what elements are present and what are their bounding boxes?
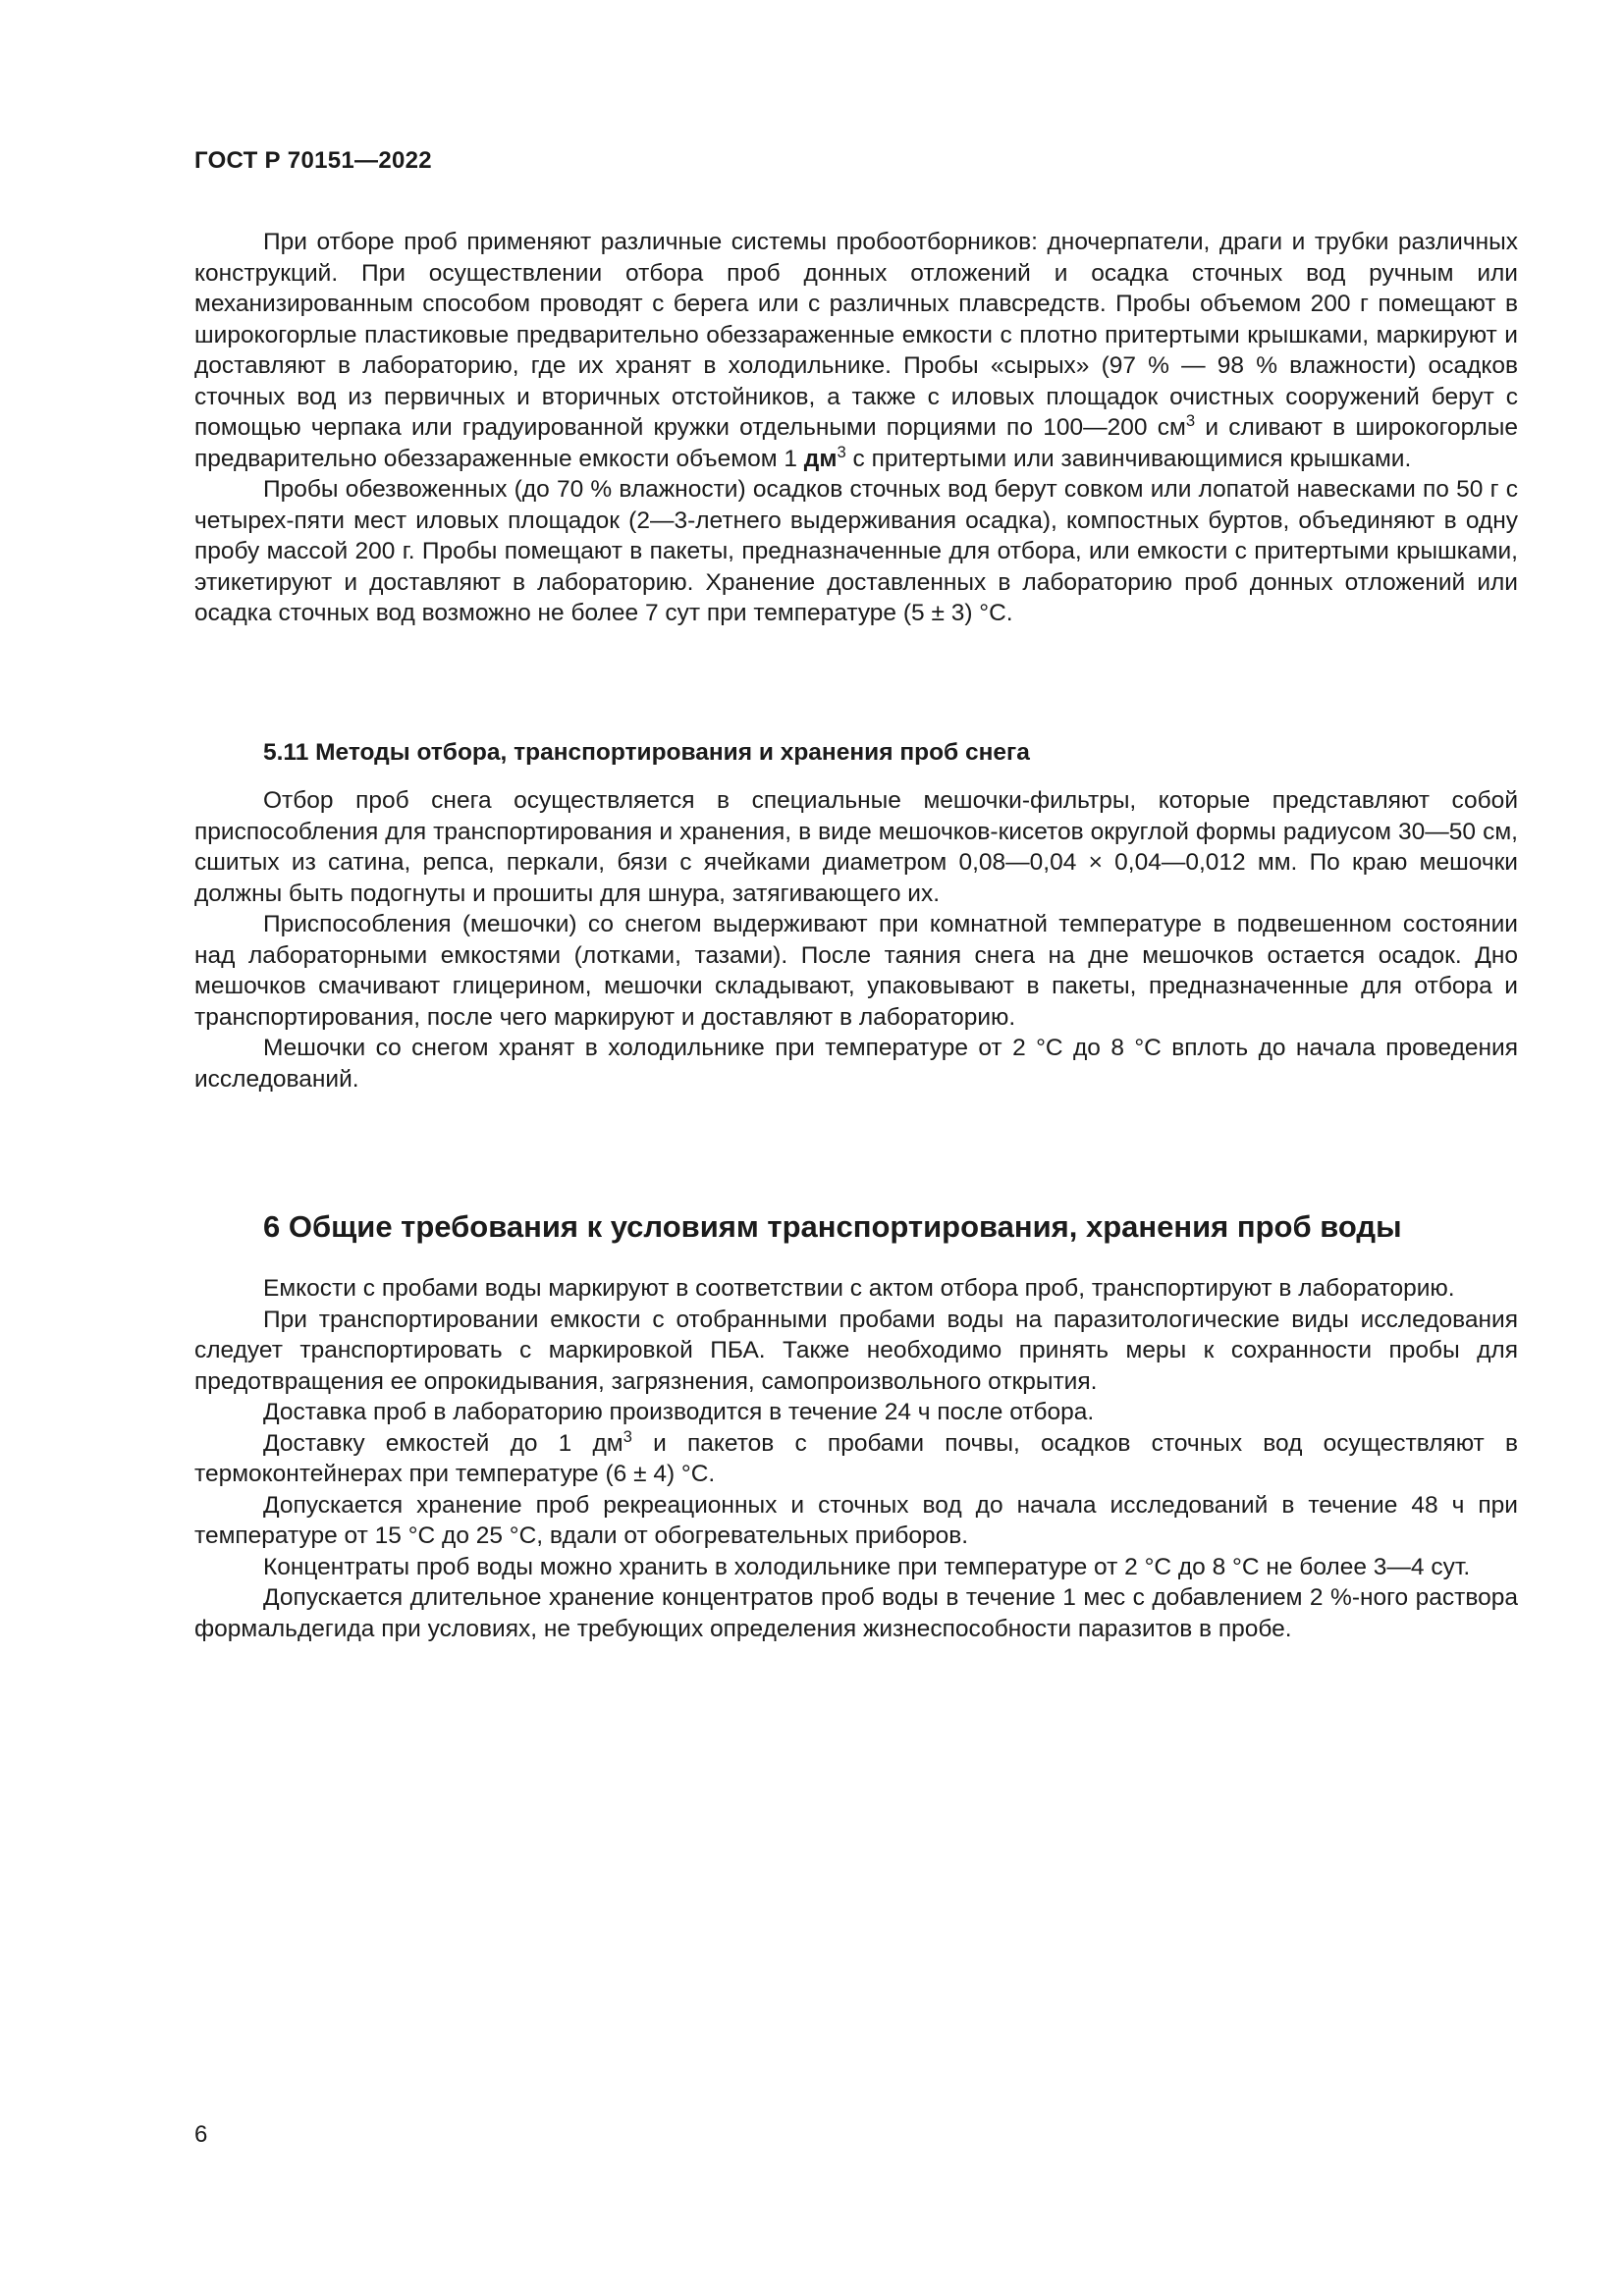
page-number: 6 [194, 2121, 208, 2148]
superscript: 3 [623, 1426, 632, 1446]
text-run: При отборе проб применяют различные системы пробоотборников: дночерпатели, драги и трубки различных конструкций. При осуществлении отбора проб донных отложений и осадка сточных вод ручным или механизированным способом проводят с берега или с различных плавсредств. Пробы объемом 200 г помещают в широкогорлые пластиковые предварительно обеззараженные емкости с плотно притертыми крышками, маркируют и доставляют в лабораторию, где их хранят в холодильнике. Пробы «сырых» (97 % — 98 % влажности) осадков сточных вод из первичных и вторичных отстойников, а также с иловых площадок очистных сооружений берут с помощью черпака или градуированной кружки отдельными порциями по 100—200 см [194, 229, 1518, 441]
superscript: 3 [837, 442, 846, 461]
paragraph: Концентраты проб воды можно хранить в холодильнике при температуре от 2 °С до 8 °С не более 3—4 сут. [263, 1553, 1471, 1580]
paragraph: Допускается длительное хранение концентратов проб воды в течение 1 мес с добавлением 2 %-ного раствора формальдегида при условиях, не требующих определения жизнеспособности паразитов в пробе. [194, 1584, 1518, 1642]
text-run: с притертыми или завинчивающимися крышками. [845, 445, 1412, 472]
text-run: Доставку емкостей до 1 дм [263, 1429, 623, 1457]
section-title-6: 6 Общие требования к условиям транспортирования, хранения проб воды [263, 1209, 1402, 1244]
text-run: и пакетов с пробами почвы, осадков сточных вод осуществляют в термоконтейнерах при температуре (6 ± 4) °С. [194, 1429, 1518, 1487]
paragraph: Пробы обезвоженных (до 70 % влажности) осадков сточных вод берут совком или лопатой навесками по 50 г с четырех-пяти мест иловых площадок (2—3-летнего выдерживания осадка), компостных буртов, объединяют в одну пробу массой 200 г. Пробы помещают в пакеты, предназначенные для отбора, или емкости с притертыми крышками, этикетируют и доставляют в лабораторию. Хранение доставленных в лабораторию проб донных отложений или осадка сточных вод возможно не более 7 сут при температуре (5 ± 3) °С. [194, 476, 1518, 626]
paragraph [194, 227, 1518, 474]
paragraph: Доставка проб в лабораторию производится в течение 24 ч после отбора. [263, 1399, 1095, 1425]
paragraph [194, 1428, 1518, 1490]
superscript: 3 [1185, 410, 1196, 430]
section-5-11-text [194, 785, 1518, 1095]
paragraph: Приспособления (мешочки) со снегом выдерживают при комнатной температуре в подвешенном состоянии над лабораторными емкостями (лотками, тазами). После таяния снега на дне мешочков остается осадок. Дно мешочков смачивают глицерином, мешочки складывают, упаковывают в пакеты, предназначенные для отбора и транспортирования, после чего маркируют и доставляют в лабораторию. [194, 911, 1518, 1031]
paragraph: Допускается хранение проб рекреационных и сточных вод до начала исследований в течение 48 ч при температуре от 15 °С до 25 °С, вдали от обогревательных приборов. [194, 1491, 1518, 1549]
document-header: ГОСТ Р 70151—2022 [194, 147, 432, 174]
subsection-title-5-11: 5.11 Методы отбора, транспортирования и хранения проб снега [263, 739, 1030, 766]
text-run: и сливают в широкогорлые предварительно обеззараженные емкости объемом 1 [194, 414, 1519, 472]
paragraph: Мешочки со снегом хранят в холодильнике при температуре от 2 °С до 8 °С вплоть до начала проведения исследований. [194, 1035, 1518, 1093]
unit-bold: дм [803, 445, 838, 472]
section-6-text [194, 1273, 1518, 1644]
intro-text [194, 227, 1518, 629]
paragraph: Емкости с пробами воды маркируют в соответствии с актом отбора проб, транспортируют в лабораторию. [263, 1275, 1455, 1302]
paragraph: Отбор проб снега осуществляется в специальные мешочки-фильтры, которые представляют собой приспособления для транспортирования и хранения, в виде мешочков-кисетов округлой формы радиусом 30—50 см, сшитых из сатина, репса, перкали, бязи с ячейками диаметром 0,08—0,04 × 0,04—0,012 мм. По краю мешочки должны быть подогнуты и прошиты для шнура, затягивающего их. [194, 787, 1518, 907]
paragraph: При транспортировании емкости с отобранными пробами воды на паразитологические виды исследования следует транспортировать с маркировкой ПБА. Также необходимо принять меры к сохранности пробы для предотвращения ее опрокидывания, загрязнения, самопроизвольного открытия. [194, 1306, 1518, 1395]
